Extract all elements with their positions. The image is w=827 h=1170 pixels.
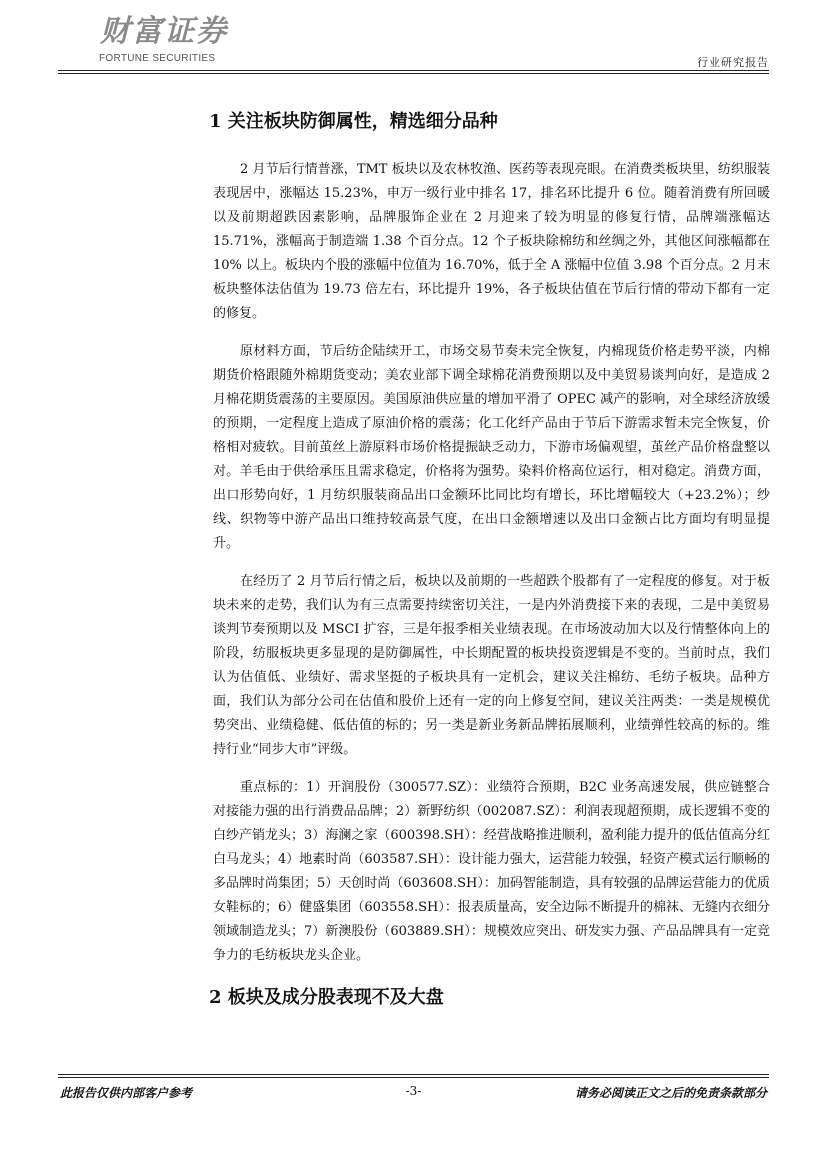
footer-disclaimer-right: 请务必阅读正文之后的免责条款部分	[574, 1086, 767, 1100]
report-type-label: 行业研究报告	[697, 56, 769, 69]
section-1-paragraph-2: 原材料方面，节后纺企陆续开工，市场交易节奏未完全恢复，内棉现货价格走势平淡，内棉期货价格跟随外棉期货变动；美农业部下调全球棉花消费预期以及中美贸易谈判向好，是造成 2 月棉花期货震荡的主要原因。美国原油供应量的增加平滑了 OPEC 减产的影响，对全球经济放缓的预期，一定程度上造成了原油价格的震荡；化工化纤产品由于节后下游需求暂未完全恢复，价格相对疲软。目前茧丝上游原料市场价格提振缺乏动力，下游市场偏观望，茧丝产品价格盘整以对。羊毛由于供给承压且需求稳定，价格将为强势。染料价格高位运行，相对稳定。消费方面，出口形势向好，1 月纺织服装商品出口金额环比同比均有增长，环比增幅较大（+23.2%）；纱线、织物等中游产品出口维持较高景气度，在出口金额增速以及出口金额占比方面均有明显提升。	[213, 344, 770, 551]
section-1-paragraph-1: 2 月节后行情普涨，TMT 板块以及农林牧渔、医药等表现亮眼。在消费类板块里，纺织服装表现居中，涨幅达 15.23%，申万一级行业中排名 17，排名环比提升 6 位。随着消费有所回暖以及前期超跌因素影响，品牌服饰企业在 2 月迎来了较为明显的修复行情，品牌端涨幅达 15.71%，涨幅高于制造端 1.38 个百分点。12 个子板块除棉纺和丝绸之外，其他区间涨幅都在 10% 以上。板块内个股的涨幅中位值为 16.70%，低于全 A 涨幅中位值 3.98 个百分点。2 月末板块整体法估值为 19.73 倍左右，环比提升 19%，各子板块估值在节后行情的带动下都有一定的修复。	[213, 162, 770, 321]
section-1-paragraph-3: 在经历了 2 月节后行情之后，板块以及前期的一些超跌个股都有了一定程度的修复。对于板块未来的走势，我们认为有三点需要持续密切关注，一是内外消费接下来的表现，二是中美贸易谈判节奏预期以及 MSCI 扩容，三是年报季相关业绩表现。在市场波动加大以及行情整体向上的阶段，纺服板块更多显现的是防御属性，中长期配置的板块投资逻辑是不变的。当前时点，我们认为估值低、业绩好、需求坚挺的子板块具有一定机会，建议关注棉纺、毛纺子板块。品种方面，我们认为部分公司在估值和股价上还有一定的向上修复空间，建议关注两类：一类是规模优势突出、业绩稳健、低估值的标的；另一类是新业务新品牌拓展顺利，业绩弹性较高的标的。维持行业“同步大市”评级。	[213, 574, 770, 757]
section-1-paragraph-4: 重点标的：1）开润股份（300577.SZ）：业绩符合预期，B2C 业务高速发展，供应链整合对接能力强的出行消费品品牌；2）新野纺织（002087.SZ）：利润表现超预期，成长逻辑不变的白纱产销龙头；3）海澜之家（600398.SH）：经营战略推进顺利，盈利能力提升的低估值高分红白马龙头；4）地素时尚（603587.SH）：设计能力强大，运营能力较强，轻资产模式运行顺畅的多品牌时尚集团；5）天创时尚（603608.SH）：加码智能制造，具有较强的品牌运营能力的优质女鞋标的；6）健盛集团（603558.SH）：报表质量高，安全边际不断提升的棉袜、无缝内衣细分领域制造龙头；7）新澳股份（603889.SH）：规模效应突出、研发实力强、产品品牌具有一定竞争力的毛纺板块龙头企业。	[213, 780, 770, 963]
header-divider	[58, 70, 769, 71]
footer-divider	[58, 1074, 769, 1075]
footer-disclaimer-left: 此报告仅供内部客户参考	[60, 1086, 193, 1100]
report-body	[209, 108, 770, 1012]
header-divider-secondary	[58, 73, 769, 74]
company-logo: 财富证券	[100, 14, 228, 49]
section-1-heading: 1 关注板块防御属性，精选细分品种	[209, 111, 498, 132]
company-logo-english: FORTUNE SECURITIES	[99, 53, 216, 64]
footer-divider-secondary	[58, 1077, 769, 1078]
section-2-heading: 2 板块及成分股表现不及大盘	[209, 987, 444, 1008]
page-number: -3-	[405, 1084, 422, 1098]
